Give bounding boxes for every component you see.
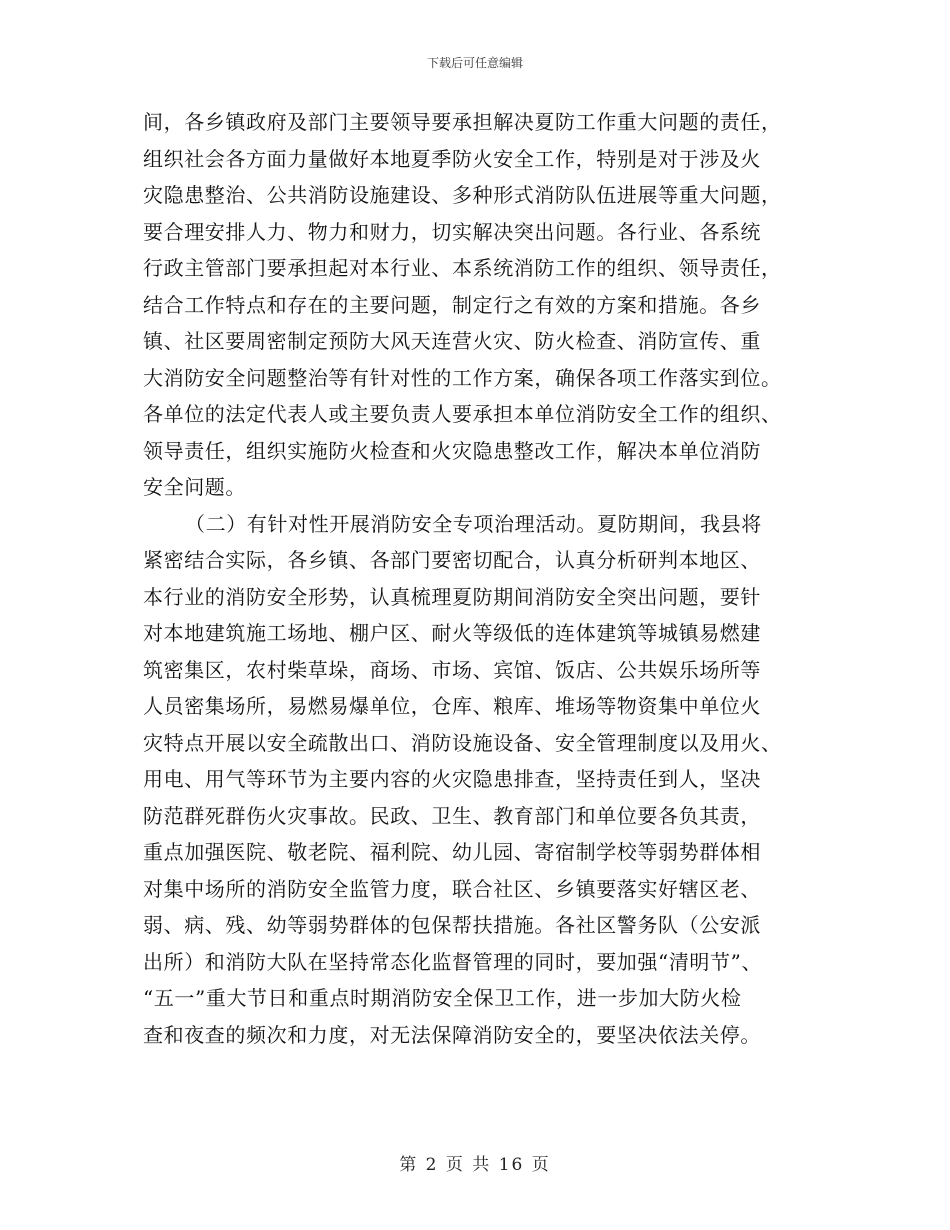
text-line: 行政主管部门要承担起对本行业、本系统消防工作的组织、领导责任， (143, 256, 782, 280)
text-line: 镇、社区要周密制定预防大风天连营火灾、防火检查、消防宣传、重 (143, 329, 761, 353)
document-body (143, 104, 813, 1053)
text-line: 灾特点开展以安全疏散出口、消防设施设备、安全管理制度以及用火、 (143, 730, 782, 755)
text-line: 组织社会各方面力量做好本地夏季防火安全工作，特别是对于涉及火 (143, 146, 761, 171)
text-line: 各单位的法定代表人或主要负责人要承担本单位消防安全工作的组织、 (143, 402, 782, 426)
text-line: 重点加强医院、敬老院、福利院、幼儿园、寄宿制学校等弱势群体相 (143, 840, 761, 864)
text-line: 出所）和消防大队在坚持常态化监督管理的同时，要加强“清明节”、 (143, 949, 763, 974)
text-line: 人员密集场所，易燃易爆单位，仓库、粮库、堆场等物资集中单位火 (143, 694, 761, 718)
text-line: 紧密结合实际，各乡镇、各部门要密切配合，认真分析研判本地区、 (143, 548, 761, 572)
text-line: 灾隐患整治、公共消防设施建设、多种形式消防队伍进展等重大问题， (143, 183, 782, 207)
text-line: 安全问题。 (143, 475, 246, 499)
text-line: 查和夜查的频次和力度，对无法保障消防安全的，要坚决依法关停。 (143, 1022, 761, 1047)
text-line: 间，各乡镇政府及部门主要领导要承担解决夏防工作重大问题的责任， (143, 110, 782, 134)
text-line: 对集中场所的消防安全监管力度，联合社区、乡镇要落实好辖区老、 (143, 876, 761, 901)
text-line: 要合理安排人力、物力和财力，切实解决突出问题。各行业、各系统 (143, 219, 761, 244)
text-line: 弱、病、残、幼等弱势群体的包保帮扶措施。各社区警务队（公安派 (143, 913, 761, 937)
text-line: “五一”重大节日和重点时期消防安全保卫工作，进一步加大防火检 (143, 986, 742, 1010)
page-header: 下载后可任意编辑 (426, 56, 523, 70)
text-line: 本行业的消防安全形势，认真梳理夏防期间消防安全突出问题，要针 (143, 584, 761, 609)
text-line: 大消防安全问题整治等有针对性的工作方案，确保各项工作落实到位。 (143, 365, 782, 390)
text-line: 用电、用气等环节为主要内容的火灾隐患排查，坚持责任到人，坚决 (143, 767, 761, 791)
text-line: 防范群死群伤火灾事故。民政、卫生、教育部门和单位要各负其责， (143, 803, 761, 828)
text-line: 筑密集区，农村柴草垛，商场、市场、宾馆、饭店、公共娱乐场所等 (143, 657, 761, 682)
text-line: 对本地建筑施工场地、棚户区、耐火等级低的连体建筑等城镇易燃建 (143, 621, 761, 645)
page-number-footer: 第 2 页 共 16 页 (399, 1155, 551, 1175)
text-line: 结合工作特点和存在的主要问题，制定行之有效的方案和措施。各乡 (143, 292, 761, 317)
text-line: 领导责任，组织实施防火检查和火灾隐患整改工作，解决本单位消防 (143, 438, 761, 463)
paragraph-heading-line: （二）有针对性开展消防安全专项治理活动。夏防期间，我县将 (185, 511, 762, 536)
